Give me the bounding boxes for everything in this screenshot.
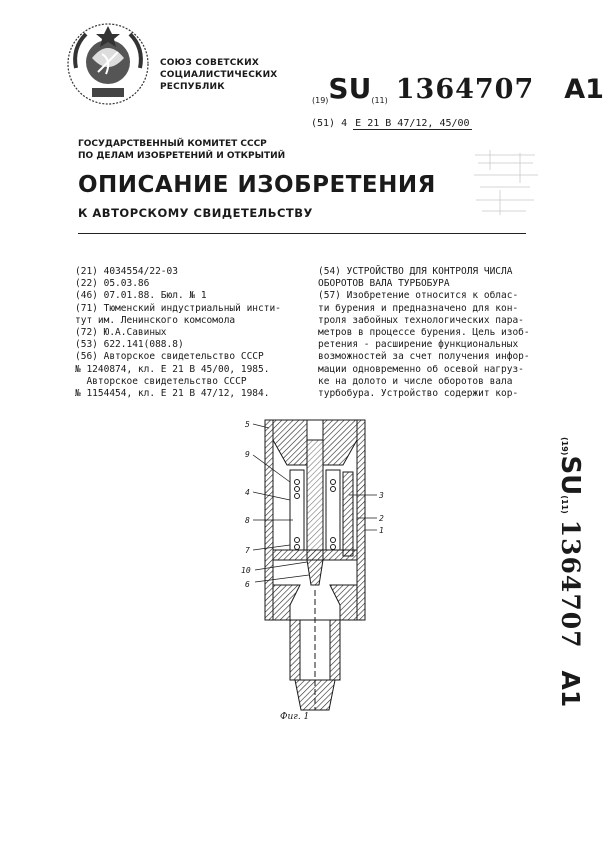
label-6: 6	[245, 580, 250, 589]
ipc-classification: (51) 4 E 21 B 47/12, 45/00	[311, 118, 470, 129]
document-kind: A1	[564, 74, 604, 105]
label-4: 4	[245, 488, 250, 497]
patent-number-header	[312, 72, 604, 104]
code-19: (19)	[312, 96, 329, 105]
bibliographic-data: (21) 4034554/22-03 (22) 05.03.86 (46) 07.01.88. Бюл. № 1 (71) Тюменский индустриальный инсти- тут им. Ленинского комсомола (72) Ю.А.Савиных (53) 622.141(088.8) (56) Авторское свидетельство СССР № 1240874, кл. Е 21 В 45/00, 1985. Авторское свидетельство СССР № 1154454, кл. Е 21 В 47/12, 1984.	[75, 266, 281, 400]
technical-drawing	[235, 410, 395, 720]
label-10: 10	[241, 566, 251, 575]
patent-number: 1364707	[395, 74, 535, 105]
ipc-value: E 21 B 47/12, 45/00	[355, 118, 470, 129]
label-5: 5	[245, 420, 250, 429]
abstract: (54) УСТРОЙСТВО ДЛЯ КОНТРОЛЯ ЧИСЛА ОБОРОТОВ ВАЛА ТУРБОБУРА (57) Изобретение относится к облас- ти бурения и предназначено для кон- троля забойных технологических пара- метров в процессе бурения. Цель изоб- ретения - расширение функциональных возможностей за счет получения инфор- мации одновременно об осевой нагруз- ке на долото и числе оборотов вала турбобура. Устройство содержит кор-	[318, 266, 530, 400]
label-7: 7	[245, 546, 250, 555]
ussr-emblem-icon	[62, 18, 154, 110]
side-patent-number: (19)SU(11)1364707A1	[555, 437, 585, 708]
label-2: 2	[379, 514, 384, 523]
document-subtitle: К АВТОРСКОМУ СВИДЕТЕЛЬСТВУ	[78, 206, 313, 220]
header-divider	[78, 233, 526, 234]
library-stamp	[470, 145, 548, 225]
label-1: 1	[379, 526, 384, 535]
document-title: ОПИСАНИЕ ИЗОБРЕТЕНИЯ	[78, 172, 436, 198]
committee: ГОСУДАРСТВЕННЫЙ КОМИТЕТ СССР ПО ДЕЛАМ ИЗОБРЕТЕНИЙ И ОТКРЫТИЙ	[78, 139, 286, 161]
label-9: 9	[245, 450, 250, 459]
label-8: 8	[245, 516, 250, 525]
label-3: 3	[379, 491, 384, 500]
code-11: (11)	[371, 96, 388, 105]
figure-caption: Фиг. 1	[280, 712, 310, 722]
country-code: SU	[328, 72, 372, 105]
country-name: СОЮЗ СОВЕТСКИХ СОЦИАЛИСТИЧЕСКИХ РЕСПУБЛИК	[160, 58, 278, 92]
